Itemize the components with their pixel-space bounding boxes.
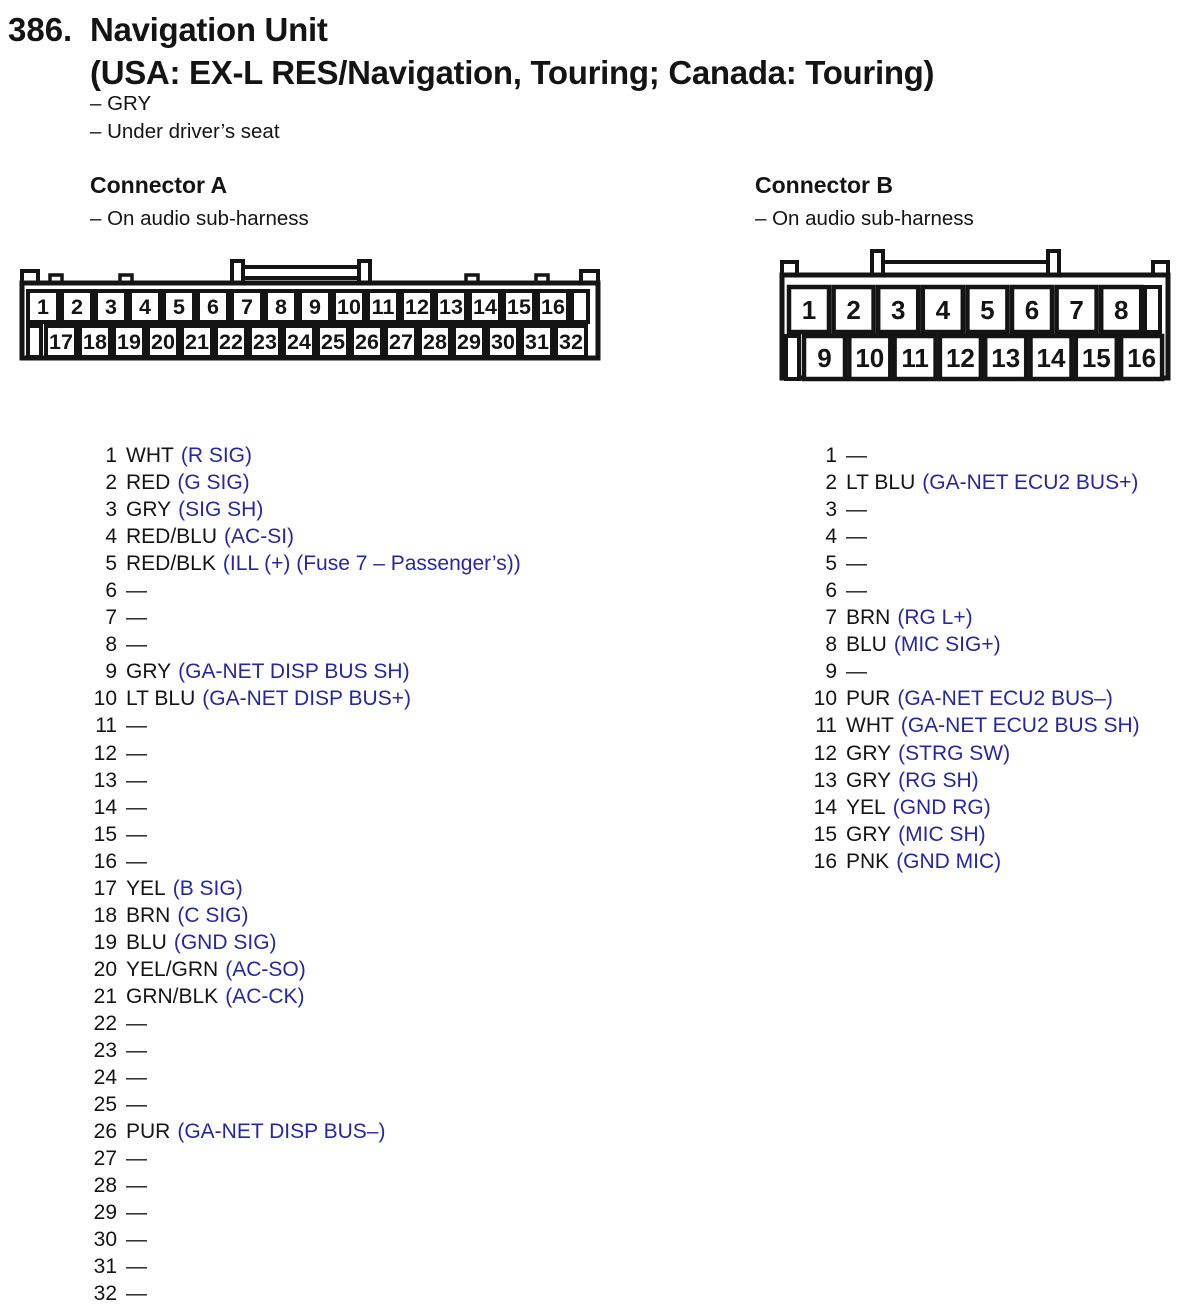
pin-wire-color: —: [126, 849, 147, 873]
pin-row: [810, 685, 1140, 712]
pin-row: [90, 1199, 521, 1226]
pin-wire-color: —: [846, 525, 867, 549]
pin-wire-color: —: [126, 1228, 147, 1252]
pin-wire-color: —: [846, 660, 867, 684]
pin-row: [90, 523, 521, 550]
pin-wire-color: GRY: [846, 768, 892, 792]
connector-cavity-number: 1: [37, 295, 49, 320]
pin-row: [90, 1064, 521, 1091]
connector-a-note: – On audio sub-harness: [90, 207, 309, 230]
pin-number: 1: [825, 444, 837, 467]
pin-number: 19: [93, 930, 117, 954]
pin-wire-color: GRY: [126, 660, 172, 684]
pin-number: 7: [105, 606, 117, 630]
pin-row: [810, 848, 1140, 875]
pin-number: 6: [825, 579, 837, 603]
connector-cavity-number: 2: [846, 294, 861, 325]
pin-number: 4: [825, 525, 837, 549]
pin-wire-color: —: [126, 1093, 147, 1117]
connector-cavity-number: 13: [991, 342, 1021, 373]
pin-wire-color: GRY: [846, 741, 892, 765]
connector-cavity-number: 4: [139, 295, 151, 320]
pin-number: 15: [813, 822, 837, 846]
pin-number: 20: [93, 957, 117, 981]
pin-wire-color: BRN: [846, 606, 891, 630]
connector-cavity-number: 7: [241, 295, 253, 320]
connector-a-latch-post: [232, 261, 243, 283]
connector-cavity-number: 1: [801, 294, 817, 325]
pin-number: 24: [93, 1066, 117, 1090]
pin-row: [90, 1226, 521, 1253]
pin-row: [90, 469, 521, 496]
pin-row: [90, 929, 521, 956]
pin-number: 30: [93, 1228, 117, 1252]
pin-wire-color: —: [846, 579, 867, 603]
connector-cavity-number: 11: [371, 295, 395, 320]
connector-cavity-number: 32: [559, 330, 583, 355]
pin-row: [90, 1118, 521, 1145]
connector-a-blank-slot: [28, 326, 41, 357]
pin-wire-color: —: [126, 1147, 147, 1171]
unit-note-location: – Under driver’s seat: [90, 120, 280, 143]
pin-row: [90, 1091, 521, 1118]
pin-signal-name: (GND RG): [892, 795, 991, 819]
connector-cavity-number: 14: [473, 295, 497, 320]
connector-a-title: Connector A: [90, 172, 228, 198]
pin-row: [90, 794, 521, 821]
pin-wire-color: PUR: [126, 1120, 171, 1144]
pin-wire-color: —: [126, 1255, 147, 1279]
connector-cavity-number: 30: [491, 330, 515, 355]
pin-signal-name: (R SIG): [180, 444, 252, 467]
pin-number: 6: [105, 579, 117, 603]
pin-number: 22: [93, 1011, 117, 1035]
pin-wire-color: —: [846, 444, 867, 467]
pin-wire-color: GRY: [126, 498, 172, 522]
connector-cavity-number: 8: [275, 295, 287, 320]
pin-number: 21: [93, 984, 117, 1008]
pin-row: [90, 740, 521, 767]
pin-wire-color: WHT: [126, 444, 174, 467]
pin-row: [90, 577, 521, 604]
pin-wire-color: —: [126, 1011, 147, 1035]
pin-wire-color: —: [126, 768, 147, 792]
pin-row: [90, 767, 521, 794]
connector-cavity-number: 27: [389, 330, 413, 355]
pin-signal-name: (GA-NET ECU2 BUS SH): [900, 714, 1140, 738]
pin-wire-color: —: [126, 1039, 147, 1063]
connector-cavity-number: 14: [1036, 342, 1066, 373]
connector-b-note: – On audio sub-harness: [755, 207, 974, 230]
pin-row: [90, 712, 521, 739]
pin-number: 23: [93, 1039, 117, 1063]
pin-number: 3: [825, 498, 837, 522]
pin-number: 7: [825, 606, 837, 630]
pin-number: 8: [105, 633, 117, 657]
pin-number: 17: [93, 876, 117, 900]
pin-signal-name: (ILL (+) (Fuse 7 – Passenger’s)): [222, 552, 521, 576]
pin-row: [90, 821, 521, 848]
pin-number: 29: [93, 1201, 117, 1225]
pin-signal-name: (GND SIG): [173, 930, 277, 954]
connector-cavity-number: 5: [173, 295, 185, 320]
connector-cavity-number: 5: [980, 294, 995, 325]
connector-a-latch-bar: [237, 267, 366, 278]
connector-cavity-number: 2: [71, 295, 83, 320]
pin-number: 14: [813, 795, 837, 819]
connector-cavity-number: 10: [337, 295, 361, 320]
pin-number: 10: [813, 687, 837, 711]
connector-cavity-number: 9: [309, 295, 321, 320]
pin-number: 18: [93, 903, 117, 927]
pin-number: 26: [93, 1120, 117, 1144]
pin-row: [810, 577, 1140, 604]
connector-cavity-number: 16: [541, 295, 565, 320]
pin-signal-name: (GA-NET DISP BUS SH): [178, 660, 410, 684]
pin-wire-color: PUR: [846, 687, 891, 711]
connector-cavity-number: 11: [901, 342, 929, 373]
pin-row: [90, 685, 521, 712]
pin-row: [90, 902, 521, 929]
pin-row: [810, 712, 1140, 739]
connector-cavity-number: 20: [151, 330, 175, 355]
pin-wire-color: —: [126, 822, 147, 846]
pin-row: [90, 1280, 521, 1307]
pin-row: [810, 496, 1140, 523]
connector-b-diagram: [760, 245, 1180, 385]
pin-number: 2: [105, 471, 117, 495]
connector-cavity-number: 18: [83, 330, 107, 355]
pin-wire-color: YEL: [846, 795, 886, 819]
pin-number: 16: [813, 849, 837, 873]
pin-row: [90, 1253, 521, 1280]
pin-wire-color: RED: [126, 471, 171, 495]
pin-number: 3: [105, 498, 117, 522]
pin-row: [810, 821, 1140, 848]
pin-row: [90, 604, 521, 631]
pin-signal-name: (AC-CK): [225, 984, 305, 1008]
connector-a-latch-post: [359, 261, 370, 283]
pin-signal-name: (RG SH): [898, 768, 979, 792]
pin-row: [90, 550, 521, 577]
connector-cavity-number: 9: [817, 342, 832, 373]
pin-wire-color: RED/BLU: [126, 525, 218, 549]
pin-wire-color: LT BLU: [846, 471, 916, 495]
page-title-line1: Navigation Unit: [90, 11, 328, 48]
pin-wire-color: —: [126, 1066, 147, 1090]
pin-number: 12: [93, 741, 117, 765]
pin-signal-name: (MIC SH): [898, 822, 986, 846]
connector-cavity-number: 17: [49, 330, 73, 355]
connector-cavity-number: 12: [405, 295, 429, 320]
page-title-line2: (USA: EX-L RES/Navigation, Touring; Canada: Touring): [90, 54, 935, 91]
pin-number: 16: [93, 849, 117, 873]
pin-number: 4: [105, 525, 117, 549]
pin-row: [810, 658, 1140, 685]
pin-signal-name: (G SIG): [177, 471, 250, 495]
pin-wire-color: LT BLU: [126, 687, 196, 711]
pin-signal-name: (AC-SO): [225, 957, 306, 981]
pin-wire-color: —: [846, 498, 867, 522]
pin-number: 12: [813, 741, 837, 765]
connector-cavity-number: 12: [945, 342, 975, 373]
pin-signal-name: (GA-NET ECU2 BUS+): [922, 471, 1139, 495]
pin-wire-color: YEL/GRN: [126, 957, 219, 981]
pin-wire-color: RED/BLK: [126, 552, 216, 576]
pin-wire-color: —: [126, 1174, 147, 1198]
connector-cavity-number: 28: [423, 330, 447, 355]
section-number: 386.: [8, 11, 73, 48]
pin-wire-color: GRN/BLK: [126, 984, 219, 1008]
pin-row: [90, 875, 521, 902]
pin-number: 1: [105, 444, 117, 467]
connector-a-pin-list: [90, 442, 521, 1308]
pin-number: 32: [93, 1282, 117, 1306]
pin-wire-color: WHT: [846, 714, 894, 738]
connector-cavity-number: 15: [507, 295, 531, 320]
pin-wire-color: —: [126, 633, 147, 657]
pin-row: [810, 631, 1140, 658]
pin-number: 11: [95, 714, 117, 738]
connector-cavity-number: 24: [287, 330, 311, 355]
page-title: [90, 8, 934, 94]
pin-row: [90, 631, 521, 658]
connector-b-pin-list: [810, 442, 1140, 875]
pin-row: [90, 1172, 521, 1199]
pin-number: 9: [105, 660, 117, 684]
pin-row: [90, 1037, 521, 1064]
connector-cavity-number: 13: [439, 295, 463, 320]
pin-number: 13: [93, 768, 117, 792]
pin-wire-color: YEL: [126, 876, 166, 900]
pin-wire-color: —: [126, 579, 147, 603]
connector-cavity-number: 21: [185, 330, 209, 355]
pin-row: [810, 523, 1140, 550]
pin-row: [90, 442, 521, 469]
pin-wire-color: —: [126, 1201, 147, 1225]
connector-cavity-number: 15: [1081, 342, 1111, 373]
pin-number: 25: [93, 1093, 117, 1117]
pin-signal-name: (MIC SIG+): [893, 633, 1001, 657]
pin-wire-color: PNK: [846, 849, 890, 873]
connector-cavity-number: 23: [253, 330, 277, 355]
pin-number: 28: [93, 1174, 117, 1198]
connector-cavity-number: 31: [525, 330, 549, 355]
pin-number: 13: [813, 768, 837, 792]
connector-cavity-number: 6: [207, 295, 219, 320]
pin-signal-name: (RG L+): [897, 606, 973, 630]
pin-wire-color: GRY: [846, 822, 892, 846]
pin-row: [90, 496, 521, 523]
connector-b-title: Connector B: [755, 172, 893, 198]
pin-number: 15: [93, 822, 117, 846]
pin-wire-color: BRN: [126, 903, 171, 927]
pin-row: [810, 469, 1140, 496]
pin-signal-name: (GND MIC): [896, 849, 1002, 873]
pin-signal-name: (C SIG): [177, 903, 249, 927]
pin-number: 9: [825, 660, 837, 684]
pin-row: [810, 550, 1140, 577]
pin-row: [90, 658, 521, 685]
connector-cavity-number: 8: [1113, 294, 1129, 325]
pin-number: 10: [93, 687, 117, 711]
pin-wire-color: —: [846, 552, 867, 576]
pin-row: [90, 1010, 521, 1037]
pin-signal-name: (GA-NET DISP BUS+): [202, 687, 411, 711]
pin-wire-color: —: [126, 606, 147, 630]
pin-number: 5: [105, 552, 117, 576]
connector-cavity-number: 7: [1069, 294, 1084, 325]
pin-wire-color: —: [126, 795, 147, 819]
unit-notes: [90, 90, 280, 146]
pin-signal-name: (STRG SW): [898, 741, 1011, 765]
connector-cavity-number: 19: [117, 330, 141, 355]
pin-row: [810, 794, 1140, 821]
pin-signal-name: (AC-SI): [224, 525, 295, 549]
pin-wire-color: BLU: [846, 633, 887, 657]
pin-row: [90, 1145, 521, 1172]
pin-number: 8: [825, 633, 837, 657]
connector-cavity-number: 16: [1127, 342, 1157, 373]
connector-cavity-number: 4: [935, 294, 951, 325]
pin-row: [810, 442, 1140, 469]
pin-number: 11: [815, 714, 837, 738]
connector-cavity-number: 25: [321, 330, 345, 355]
connector-cavity-number: 26: [355, 330, 379, 355]
connector-cavity-number: 3: [105, 295, 117, 320]
pin-signal-name: (SIG SH): [178, 498, 264, 522]
connector-b-blank-slot: [1145, 287, 1160, 332]
connector-a-diagram: [0, 250, 620, 365]
pin-signal-name: (GA-NET ECU2 BUS–): [897, 687, 1113, 711]
pin-number: 5: [825, 552, 837, 576]
pin-number: 2: [825, 471, 837, 495]
pin-row: [90, 848, 521, 875]
connector-cavity-number: 6: [1024, 294, 1040, 325]
pin-number: 27: [93, 1147, 117, 1171]
connector-cavity-number: 22: [219, 330, 243, 355]
connector-cavity-number: 3: [890, 294, 906, 325]
connector-cavity-number: 29: [457, 330, 481, 355]
pin-wire-color: —: [126, 714, 147, 738]
pin-row: [90, 956, 521, 983]
connector-cavity-number: 10: [855, 342, 885, 373]
unit-note-color: – GRY: [90, 92, 152, 115]
pin-wire-color: —: [126, 741, 147, 765]
pin-row: [810, 767, 1140, 794]
pin-wire-color: —: [126, 1282, 147, 1306]
pin-signal-name: (B SIG): [172, 876, 243, 900]
pin-row: [810, 740, 1140, 767]
pin-row: [90, 983, 521, 1010]
pin-row: [810, 604, 1140, 631]
connector-b-blank-slot: [786, 336, 799, 379]
pin-number: 14: [93, 795, 117, 819]
connector-a-blank-slot: [572, 291, 588, 322]
pin-number: 31: [93, 1255, 117, 1279]
pin-wire-color: BLU: [126, 930, 167, 954]
pin-signal-name: (GA-NET DISP BUS–): [177, 1120, 386, 1144]
